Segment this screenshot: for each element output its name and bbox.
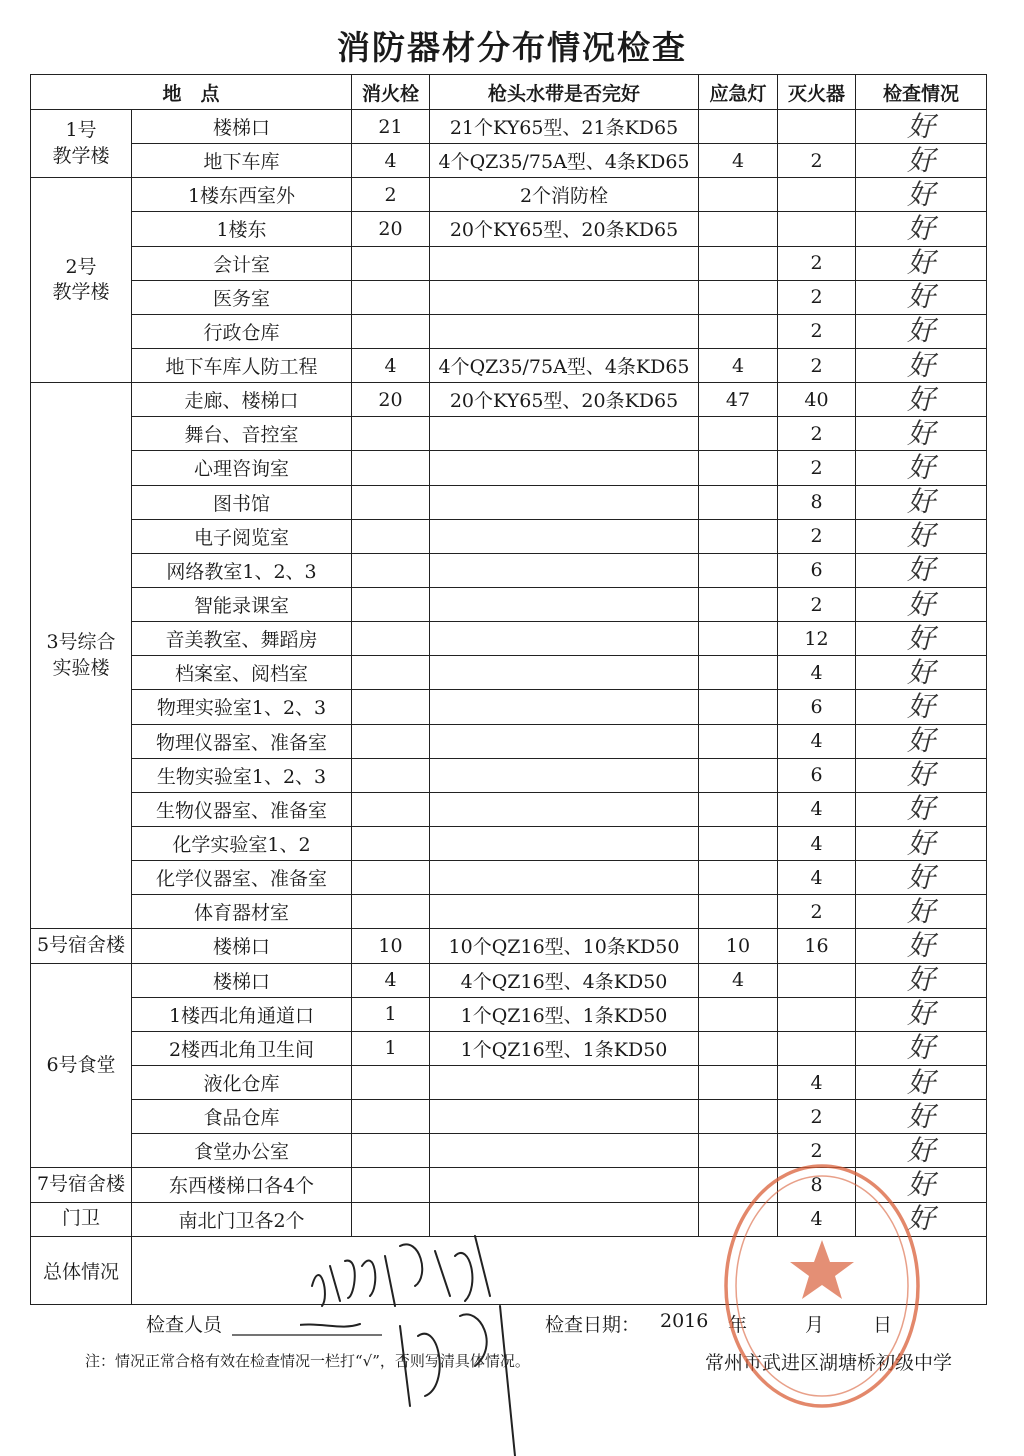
- hose-status-cell: [430, 417, 699, 451]
- extinguisher-count-cell: 2: [778, 144, 856, 178]
- table-row: [31, 246, 987, 280]
- location-cell: 液化仓库: [132, 1065, 352, 1099]
- hose-status-cell: [430, 1065, 699, 1099]
- extinguisher-count-cell: 2: [778, 519, 856, 553]
- extinguisher-count-cell: [778, 997, 856, 1031]
- header-row: [31, 75, 987, 110]
- hydrant-count-cell: [352, 622, 430, 656]
- emergency-light-cell: [699, 1065, 778, 1099]
- check-status-cell: 好: [856, 861, 987, 895]
- check-status-cell: 好: [856, 519, 987, 553]
- location-cell: 医务室: [132, 280, 352, 314]
- check-status-cell: 好: [856, 656, 987, 690]
- check-status-cell: 好: [856, 724, 987, 758]
- location-cell: 东西楼梯口各4个: [132, 1168, 352, 1202]
- hydrant-count-cell: 21: [352, 110, 430, 144]
- table-row: [31, 963, 987, 997]
- table-row: [31, 1100, 987, 1134]
- location-cell: 体育器材室: [132, 895, 352, 929]
- check-status-cell: 好: [856, 314, 987, 348]
- hose-status-cell: 4个QZ35/75A型、4条KD65: [430, 348, 699, 382]
- location-cell: 档案室、阅档室: [132, 656, 352, 690]
- emergency-light-cell: [699, 895, 778, 929]
- overall-label: 总体情况: [31, 1236, 132, 1304]
- hydrant-count-cell: [352, 485, 430, 519]
- hydrant-count-cell: [352, 1100, 430, 1134]
- location-cell: 2楼西北角卫生间: [132, 1031, 352, 1065]
- extinguisher-count-cell: [778, 1031, 856, 1065]
- check-status-cell: 好: [856, 485, 987, 519]
- emergency-light-cell: [699, 690, 778, 724]
- check-status-cell: 好: [856, 792, 987, 826]
- check-status-cell: 好: [856, 929, 987, 963]
- table-row: [31, 656, 987, 690]
- hose-status-cell: 10个QZ16型、10条KD50: [430, 929, 699, 963]
- emergency-light-cell: 4: [699, 348, 778, 382]
- location-cell: 化学仪器室、准备室: [132, 861, 352, 895]
- location-cell: 地下车库: [132, 144, 352, 178]
- extinguisher-count-cell: 6: [778, 553, 856, 587]
- check-status-cell: 好: [856, 383, 987, 417]
- building-name: 3号综合 实验楼: [31, 383, 132, 929]
- hydrant-count-cell: [352, 587, 430, 621]
- extinguisher-count-cell: 2: [778, 417, 856, 451]
- overall-row: [31, 1236, 987, 1304]
- school-name: 常州市武进区湖塘桥初级中学: [705, 1352, 953, 1374]
- extinguisher-count-cell: 2: [778, 314, 856, 348]
- table-row: [31, 895, 987, 929]
- hose-status-cell: [430, 451, 699, 485]
- hydrant-count-cell: 1: [352, 997, 430, 1031]
- table-row: [31, 417, 987, 451]
- emergency-light-cell: [699, 246, 778, 280]
- hose-status-cell: [430, 792, 699, 826]
- hydrant-count-cell: 20: [352, 383, 430, 417]
- header-hose: 枪头水带是否完好: [430, 75, 699, 110]
- hose-status-cell: [430, 690, 699, 724]
- building-name: 7号宿舍楼: [31, 1168, 132, 1202]
- location-cell: 行政仓库: [132, 314, 352, 348]
- building-name: 2号 教学楼: [31, 178, 132, 383]
- check-status-cell: 好: [856, 690, 987, 724]
- extinguisher-count-cell: 2: [778, 587, 856, 621]
- location-cell: 走廊、楼梯口: [132, 383, 352, 417]
- check-status-cell: 好: [856, 144, 987, 178]
- extinguisher-count-cell: 4: [778, 792, 856, 826]
- hydrant-count-cell: 4: [352, 348, 430, 382]
- location-cell: 南北门卫各2个: [132, 1202, 352, 1236]
- table-row: [31, 383, 987, 417]
- check-status-cell: 好: [856, 1202, 987, 1236]
- table-row: [31, 690, 987, 724]
- table-row: [31, 1031, 987, 1065]
- location-cell: 舞台、音控室: [132, 417, 352, 451]
- emergency-light-cell: [699, 997, 778, 1031]
- location-cell: 1楼东: [132, 212, 352, 246]
- location-cell: 楼梯口: [132, 110, 352, 144]
- hose-status-cell: [430, 895, 699, 929]
- check-status-cell: 好: [856, 895, 987, 929]
- hose-status-cell: [430, 587, 699, 621]
- emergency-light-cell: [699, 280, 778, 314]
- check-status-cell: 好: [856, 1031, 987, 1065]
- emergency-light-cell: [699, 792, 778, 826]
- hydrant-count-cell: [352, 1065, 430, 1099]
- emergency-light-cell: [699, 758, 778, 792]
- check-status-cell: 好: [856, 348, 987, 382]
- location-cell: 网络教室1、2、3: [132, 553, 352, 587]
- building-name: 门卫: [31, 1202, 132, 1236]
- hose-status-cell: [430, 246, 699, 280]
- location-cell: 楼梯口: [132, 929, 352, 963]
- extinguisher-count-cell: 8: [778, 485, 856, 519]
- location-cell: 智能录课室: [132, 587, 352, 621]
- header-hydrant: 消火栓: [352, 75, 430, 110]
- check-status-cell: 好: [856, 826, 987, 860]
- location-cell: 心理咨询室: [132, 451, 352, 485]
- hose-status-cell: [430, 1100, 699, 1134]
- hydrant-count-cell: [352, 826, 430, 860]
- hose-status-cell: 4个QZ35/75A型、4条KD65: [430, 144, 699, 178]
- table-row: [31, 997, 987, 1031]
- emergency-light-cell: [699, 1134, 778, 1168]
- table-row: [31, 451, 987, 485]
- check-status-cell: 好: [856, 246, 987, 280]
- check-status-cell: 好: [856, 997, 987, 1031]
- table-row: [31, 212, 987, 246]
- location-cell: 物理实验室1、2、3: [132, 690, 352, 724]
- extinguisher-count-cell: 4: [778, 861, 856, 895]
- location-cell: 生物实验室1、2、3: [132, 758, 352, 792]
- extinguisher-count-cell: [778, 963, 856, 997]
- hydrant-count-cell: 4: [352, 144, 430, 178]
- year-unit: 年: [728, 1314, 748, 1336]
- extinguisher-count-cell: 2: [778, 451, 856, 485]
- table-row: [31, 792, 987, 826]
- extinguisher-count-cell: 2: [778, 1100, 856, 1134]
- hydrant-count-cell: [352, 451, 430, 485]
- emergency-light-cell: [699, 485, 778, 519]
- hose-status-cell: [430, 1202, 699, 1236]
- check-status-cell: 好: [856, 1168, 987, 1202]
- overall-value: [132, 1236, 987, 1304]
- emergency-light-cell: [699, 656, 778, 690]
- header-location: 地 点: [31, 75, 352, 110]
- location-cell: 食品仓库: [132, 1100, 352, 1134]
- table-row: [31, 758, 987, 792]
- emergency-light-cell: [699, 724, 778, 758]
- document-title: 消防器材分布情况检查: [337, 28, 687, 67]
- hydrant-count-cell: [352, 417, 430, 451]
- extinguisher-count-cell: 4: [778, 826, 856, 860]
- location-cell: 会计室: [132, 246, 352, 280]
- hydrant-count-cell: [352, 690, 430, 724]
- table-row: [31, 485, 987, 519]
- hose-status-cell: [430, 758, 699, 792]
- table-row: [31, 519, 987, 553]
- extinguisher-count-cell: 6: [778, 690, 856, 724]
- extinguisher-count-cell: 4: [778, 1065, 856, 1099]
- emergency-light-cell: [699, 1031, 778, 1065]
- emergency-light-cell: [699, 587, 778, 621]
- table-row: [31, 826, 987, 860]
- check-status-cell: 好: [856, 758, 987, 792]
- location-cell: 物理仪器室、准备室: [132, 724, 352, 758]
- location-cell: 地下车库人防工程: [132, 348, 352, 382]
- emergency-light-cell: 10: [699, 929, 778, 963]
- table-row: [31, 314, 987, 348]
- location-cell: 音美教室、舞蹈房: [132, 622, 352, 656]
- date-year: 2016: [660, 1310, 709, 1332]
- header-check-status: 检查情况: [856, 75, 987, 110]
- emergency-light-cell: 4: [699, 963, 778, 997]
- location-cell: 1楼东西室外: [132, 178, 352, 212]
- location-cell: 生物仪器室、准备室: [132, 792, 352, 826]
- extinguisher-count-cell: [778, 212, 856, 246]
- table-row: [31, 1065, 987, 1099]
- table-row: [31, 553, 987, 587]
- extinguisher-count-cell: 6: [778, 758, 856, 792]
- emergency-light-cell: [699, 110, 778, 144]
- table-row: [31, 929, 987, 963]
- location-cell: 楼梯口: [132, 963, 352, 997]
- hydrant-count-cell: [352, 1168, 430, 1202]
- table-row: [31, 724, 987, 758]
- emergency-light-cell: [699, 1100, 778, 1134]
- table-row: [31, 587, 987, 621]
- check-status-cell: 好: [856, 451, 987, 485]
- emergency-light-cell: [699, 553, 778, 587]
- hose-status-cell: [430, 519, 699, 553]
- hydrant-count-cell: [352, 1134, 430, 1168]
- emergency-light-cell: [699, 826, 778, 860]
- hose-status-cell: 2个消防栓: [430, 178, 699, 212]
- hose-status-cell: 1个QZ16型、1条KD50: [430, 1031, 699, 1065]
- extinguisher-count-cell: [778, 178, 856, 212]
- check-status-cell: 好: [856, 1100, 987, 1134]
- inspector-underline: [232, 1334, 382, 1337]
- hydrant-count-cell: [352, 314, 430, 348]
- table-row: [31, 110, 987, 144]
- header-emergency-light: 应急灯: [699, 75, 778, 110]
- location-cell: 化学实验室1、2: [132, 826, 352, 860]
- hydrant-count-cell: [352, 280, 430, 314]
- hose-status-cell: [430, 314, 699, 348]
- date-label: 检查日期：: [545, 1314, 641, 1336]
- hose-status-cell: [430, 861, 699, 895]
- table-row: [31, 280, 987, 314]
- building-name: 5号宿舍楼: [31, 929, 132, 963]
- hydrant-count-cell: [352, 861, 430, 895]
- hose-status-cell: [430, 1134, 699, 1168]
- extinguisher-count-cell: 40: [778, 383, 856, 417]
- hose-status-cell: 1个QZ16型、1条KD50: [430, 997, 699, 1031]
- check-status-cell: 好: [856, 178, 987, 212]
- emergency-light-cell: [699, 519, 778, 553]
- hose-status-cell: [430, 553, 699, 587]
- header-extinguisher: 灭火器: [778, 75, 856, 110]
- check-status-cell: 好: [856, 212, 987, 246]
- hydrant-count-cell: 20: [352, 212, 430, 246]
- emergency-light-cell: 47: [699, 383, 778, 417]
- hydrant-count-cell: [352, 1202, 430, 1236]
- table-row: [31, 861, 987, 895]
- hydrant-count-cell: 1: [352, 1031, 430, 1065]
- extinguisher-count-cell: 16: [778, 929, 856, 963]
- extinguisher-count-cell: 4: [778, 656, 856, 690]
- hose-status-cell: [430, 485, 699, 519]
- check-status-cell: 好: [856, 1065, 987, 1099]
- emergency-light-cell: [699, 622, 778, 656]
- building-name: 6号食堂: [31, 963, 132, 1168]
- table-row: [31, 1168, 987, 1202]
- check-status-cell: 好: [856, 587, 987, 621]
- day-unit: 日: [873, 1314, 893, 1336]
- emergency-light-cell: [699, 1168, 778, 1202]
- emergency-light-cell: [699, 212, 778, 246]
- extinguisher-count-cell: 4: [778, 724, 856, 758]
- hose-status-cell: [430, 1168, 699, 1202]
- hydrant-count-cell: 10: [352, 929, 430, 963]
- building-name: 1号 教学楼: [31, 110, 132, 178]
- emergency-light-cell: [699, 1202, 778, 1236]
- table-row: [31, 1134, 987, 1168]
- hydrant-count-cell: [352, 792, 430, 826]
- table-row: [31, 144, 987, 178]
- hydrant-count-cell: [352, 519, 430, 553]
- location-cell: 食堂办公室: [132, 1134, 352, 1168]
- extinguisher-count-cell: 2: [778, 895, 856, 929]
- extinguisher-count-cell: 12: [778, 622, 856, 656]
- hose-status-cell: [430, 656, 699, 690]
- hydrant-count-cell: [352, 724, 430, 758]
- hydrant-count-cell: [352, 895, 430, 929]
- month-unit: 月: [805, 1314, 825, 1336]
- location-cell: 图书馆: [132, 485, 352, 519]
- check-status-cell: 好: [856, 553, 987, 587]
- emergency-light-cell: [699, 417, 778, 451]
- emergency-light-cell: [699, 451, 778, 485]
- hose-status-cell: 4个QZ16型、4条KD50: [430, 963, 699, 997]
- hose-status-cell: [430, 622, 699, 656]
- location-cell: 1楼西北角通道口: [132, 997, 352, 1031]
- check-status-cell: 好: [856, 110, 987, 144]
- extinguisher-count-cell: [778, 110, 856, 144]
- check-status-cell: 好: [856, 622, 987, 656]
- hose-status-cell: 21个KY65型、21条KD65: [430, 110, 699, 144]
- hydrant-count-cell: [352, 246, 430, 280]
- table-row: [31, 1202, 987, 1236]
- emergency-light-cell: [699, 861, 778, 895]
- hose-status-cell: 20个KY65型、20条KD65: [430, 212, 699, 246]
- check-status-cell: 好: [856, 417, 987, 451]
- hydrant-count-cell: [352, 656, 430, 690]
- extinguisher-count-cell: 2: [778, 348, 856, 382]
- extinguisher-count-cell: 2: [778, 246, 856, 280]
- extinguisher-count-cell: 8: [778, 1168, 856, 1202]
- footnote: 注：情况正常合格有效在检查情况一栏打“√”，否则写清具体情况。: [85, 1352, 530, 1370]
- emergency-light-cell: [699, 314, 778, 348]
- table-row: [31, 178, 987, 212]
- location-cell: 电子阅览室: [132, 519, 352, 553]
- extinguisher-count-cell: 2: [778, 280, 856, 314]
- hydrant-count-cell: [352, 553, 430, 587]
- hose-status-cell: [430, 280, 699, 314]
- hose-status-cell: [430, 826, 699, 860]
- table-row: [31, 348, 987, 382]
- check-status-cell: 好: [856, 1134, 987, 1168]
- hydrant-count-cell: 2: [352, 178, 430, 212]
- check-status-cell: 好: [856, 280, 987, 314]
- inspector-label: 检查人员: [146, 1314, 223, 1336]
- extinguisher-count-cell: 4: [778, 1202, 856, 1236]
- inspection-table: [30, 74, 987, 1305]
- extinguisher-count-cell: 2: [778, 1134, 856, 1168]
- hose-status-cell: 20个KY65型、20条KD65: [430, 383, 699, 417]
- hydrant-count-cell: 4: [352, 963, 430, 997]
- check-status-cell: 好: [856, 963, 987, 997]
- table-row: [31, 622, 987, 656]
- hydrant-count-cell: [352, 758, 430, 792]
- emergency-light-cell: [699, 178, 778, 212]
- hose-status-cell: [430, 724, 699, 758]
- emergency-light-cell: 4: [699, 144, 778, 178]
